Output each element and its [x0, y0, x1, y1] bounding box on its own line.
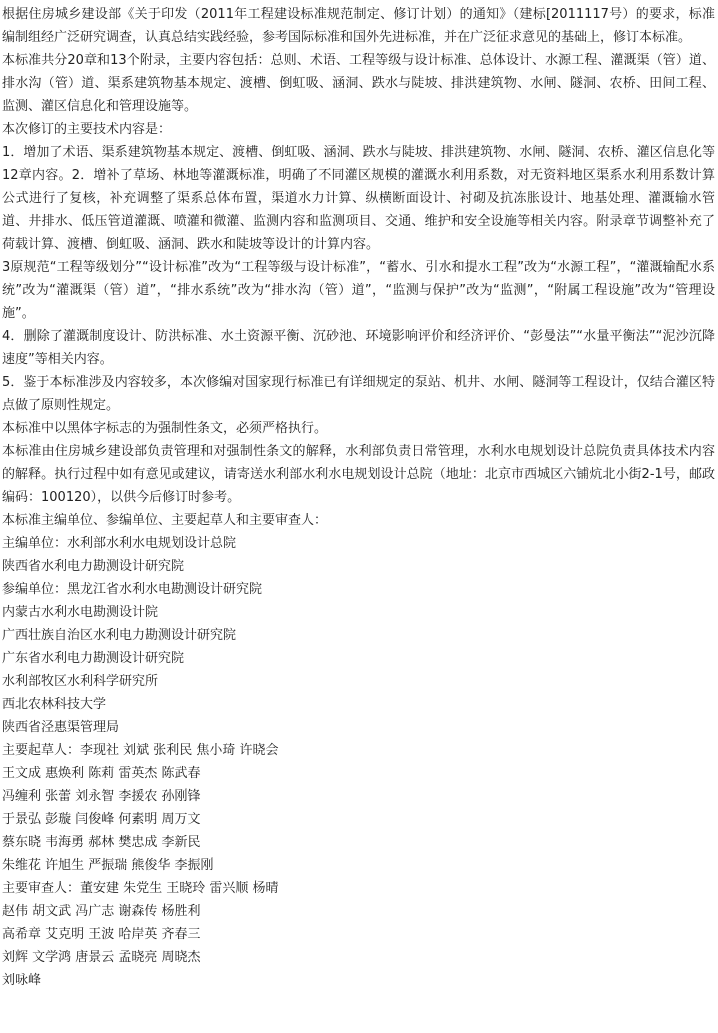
drafters-line: 朱维花 许旭生 严振瑞 熊俊华 李振刚	[2, 858, 214, 873]
paragraph-units-intro: 本标准主编单位、参编单位、主要起草人和主要审查人：	[2, 513, 328, 528]
reviewers-line: 高希章 艾克明 王波 哈岸英 齐春三	[2, 927, 201, 942]
drafters-line: 于景弘 彭璇 闫俊峰 何素明 周万文	[2, 812, 201, 827]
participating-unit: 陕西省泾惠渠管理局	[2, 720, 120, 735]
paragraph-management: 本标准由住房城乡建设部负责管理和对强制性条文的解释，水利部负责日常管理，水利水电规划设计总院负责具体技术内容的解释。执行过程中如有意见或建议，请寄送水利部水利水电规划设计总院（地址：北京市西城区六铺炕北小街2-1号，邮政编码：100120），以供今后修订时参考。	[2, 444, 715, 505]
reviewers-line: 刘咏峰	[2, 973, 42, 988]
drafters-line: 王文成 惠焕利 陈莉 雷英杰 陈武春	[2, 766, 201, 781]
reviewers-line: 赵伟 胡文武 冯广志 谢森传 杨胜利	[2, 904, 201, 919]
paragraph-mandatory-clauses: 本标准中以黑体字标志的为强制性条文，必须严格执行。	[2, 421, 328, 436]
chief-editor-unit: 主编单位：水利部水利水电规划设计总院	[2, 536, 237, 551]
reviewers-line: 刘辉 文学鸿 唐景云 孟晓亮 周晓杰	[2, 950, 201, 965]
participating-unit: 参编单位：黑龙江省水利水电勘测设计研究院	[2, 582, 263, 597]
paragraph-revision-1-2: 1．增加了术语、渠系建筑物基本规定、渡槽、倒虹吸、涵洞、跌水与陡坡、排洪建筑物、水闸、隧洞、农桥、灌区信息化等12章内容。2．增补了草场、林地等灌溉标准，明确了不同灌区规模的灌溉水利用系数，对无资料地区渠系水利用系数计算公式进行了复核，补充调整了渠系总体布置，渠道水力计算、纵横断面设计、衬砌及抗冻胀设计、地基处理、灌溉输水管道、井排水、低压管道灌溉、喷灌和微灌、监测内容和监测项目、交通、维护和安全设施等相关内容。附录章节调整补充了荷载计算、渡槽、倒虹吸、涵洞、跌水和陡坡等设计的计算内容。	[2, 145, 715, 252]
paragraph-revision-5: 5．鉴于本标准涉及内容较多，本次修编对国家现行标准已有详细规定的泵站、机井、水闸、隧洞等工程设计，仅结合灌区特点做了原则性规定。	[2, 375, 715, 413]
drafters-line: 蔡东晓 韦海勇 郝林 樊忠成 李新民	[2, 835, 201, 850]
drafters-line: 主要起草人：李现社 刘斌 张利民 焦小琦 许晓会	[2, 743, 279, 758]
drafters-line: 冯缠利 张蕾 刘永智 李援农 孙刚锋	[2, 789, 201, 804]
reviewers-line: 主要审查人：董安建 朱党生 王晓玲 雷兴顺 杨晴	[2, 881, 279, 896]
participating-unit: 广西壮族自治区水利电力勘测设计研究院	[2, 628, 237, 643]
paragraph-revision-heading: 本次修订的主要技术内容是：	[2, 122, 172, 137]
paragraph-preface: 根据住房城乡建设部《关于印发（2011年工程建设标准规范制定、修订计划）的通知》（建标[2011117号）的要求，标准编制组经广泛研究调查，认真总结实践经验，参考国际标准和国外先进标准，并在广泛征求意见的基础上，修订本标准。	[2, 7, 715, 45]
participating-unit: 内蒙古水利水电勘测设计院	[2, 605, 159, 620]
participating-unit: 广东省水利电力勘测设计研究院	[2, 651, 185, 666]
participating-unit: 水利部牧区水利科学研究所	[2, 674, 159, 689]
paragraph-contents: 本标准共分20章和13个附录，主要内容包括：总则、术语、工程等级与设计标准、总体设计、水源工程、灌溉渠（管）道、排水沟（管）道、渠系建筑物基本规定、渡槽、倒虹吸、涵洞、跌水与陡坡、排洪建筑物、水闸、隧洞、农桥、田间工程、监测、灌区信息化和管理设施等。	[2, 53, 715, 114]
paragraph-revision-4: 4．删除了灌溉制度设计、防洪标准、水土资源平衡、沉砂池、环境影响评价和经济评价、“彭曼法”“水量平衡法”“泥沙沉降速度”等相关内容。	[2, 329, 715, 367]
chief-editor-unit-2: 陕西省水利电力勘测设计研究院	[2, 559, 185, 574]
paragraph-revision-3: 3原规范“工程等级划分”“设计标准”改为“工程等级与设计标准”，“蓄水、引水和提水工程”改为“水源工程”，“灌溉输配水系统”改为“灌溉渠（管）道”，“排水系统”改为“排水沟（管）道”，“监测与保护”改为“监测”，“附属工程设施”改为“管理设施”。	[2, 260, 715, 321]
participating-unit: 西北农林科技大学	[2, 697, 107, 712]
